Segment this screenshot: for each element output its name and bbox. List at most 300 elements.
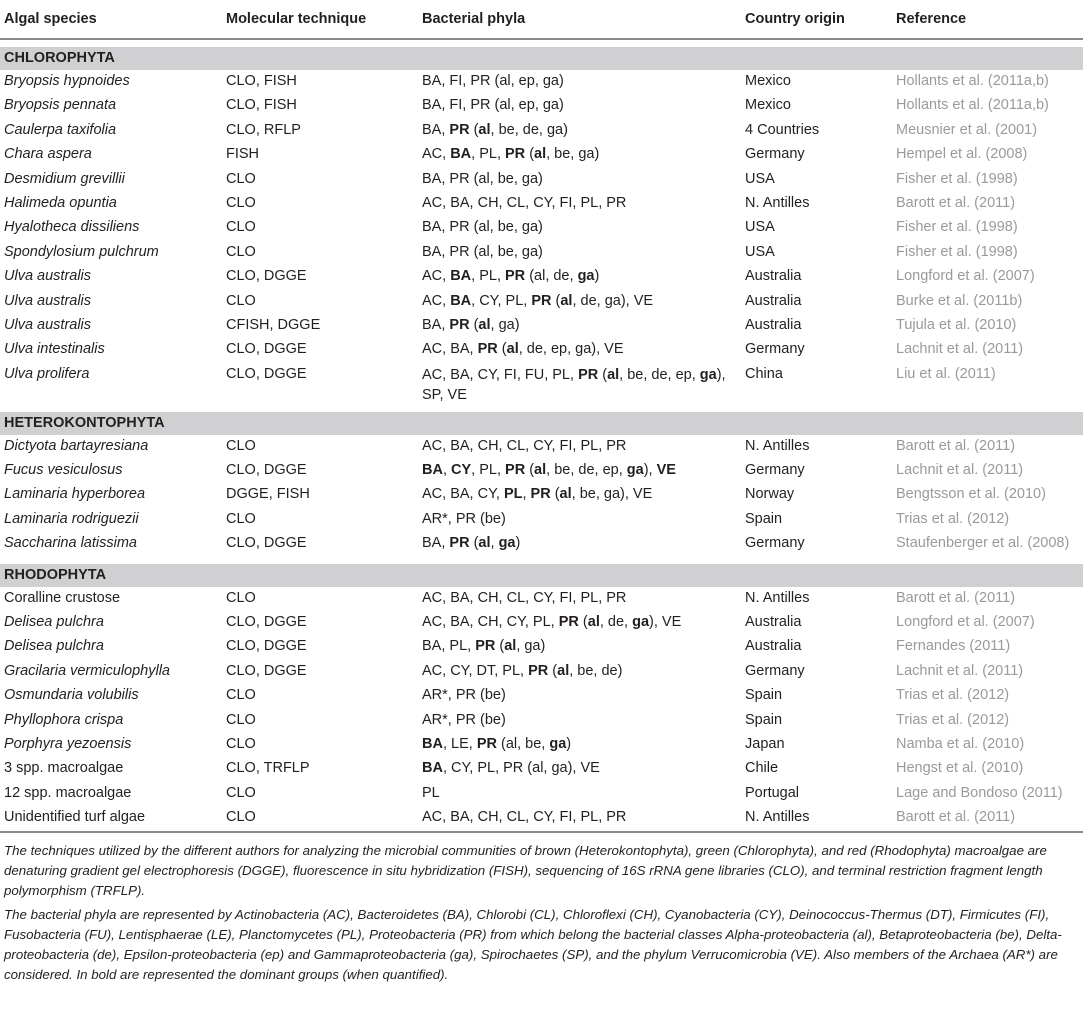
dominant-group: al: [478, 121, 491, 138]
phyla-text: BA, FI, PR (al, ep, ga): [422, 97, 564, 114]
phyla-cell: [418, 94, 741, 118]
species-cell: Ulva australis: [4, 268, 92, 285]
table-row: [0, 265, 1083, 289]
phyla-text: BA, PR (al, be, ga): [422, 219, 543, 236]
phyla-text: PL: [422, 784, 440, 801]
phyla-text: ,: [490, 535, 499, 552]
reference-cell: Liu et al. (2011): [896, 365, 996, 382]
reference-cell: Hengst et al. (2010): [896, 760, 1024, 777]
dominant-group: BA: [450, 292, 472, 309]
section-title: HETEROKONTOPHYTA: [0, 412, 1083, 435]
phyla-cell: [418, 611, 741, 635]
phyla-text: ): [566, 735, 572, 752]
country-cell: Spain: [745, 711, 783, 728]
dominant-group: PR: [505, 146, 526, 163]
phyla-cell: [418, 709, 741, 733]
header-country: Country origin: [741, 0, 892, 39]
phyla-text: , be, de): [569, 662, 623, 679]
country-cell: Spain: [745, 510, 783, 527]
phyla-cell: [418, 70, 741, 94]
reference-cell: Lachnit et al. (2011): [896, 662, 1024, 679]
phyla-text: BA, FI, PR (al, ep, ga): [422, 73, 564, 89]
phyla-cell: [418, 338, 741, 362]
country-cell: Portugal: [745, 784, 800, 801]
phyla-cell: [418, 806, 741, 831]
country-cell: Spain: [745, 687, 783, 704]
reference-cell: Lachnit et al. (2011): [896, 341, 1024, 358]
technique-cell: CLO, FISH: [226, 73, 297, 89]
dominant-group: ga: [626, 462, 644, 479]
technique-cell: CLO, DGGE: [226, 268, 307, 285]
phyla-text: AR*, PR (be): [422, 687, 506, 704]
table-row: [0, 508, 1083, 532]
species-cell: Delisea pulchra: [4, 614, 104, 631]
phyla-text: (: [598, 366, 608, 383]
dominant-group: PR: [505, 268, 526, 285]
phyla-text: (: [495, 638, 505, 655]
section-row: [0, 564, 1083, 587]
reference-cell: Meusnier et al. (2001): [896, 121, 1038, 138]
table-row: [0, 435, 1083, 459]
phyla-text: AC, CY, DT, PL,: [422, 662, 529, 679]
section-row: [0, 47, 1083, 70]
species-cell: Hyalotheca dissiliens: [4, 219, 140, 236]
phyla-text: (: [548, 662, 558, 679]
technique-cell: CLO: [222, 806, 418, 831]
phyla-text: (: [497, 341, 507, 358]
phyla-text: BA, PR (al, be, ga): [422, 243, 543, 260]
dominant-group: al: [557, 662, 570, 679]
country-cell: USA: [745, 170, 775, 187]
technique-cell: CLO: [226, 170, 256, 187]
species-cell: Ulva intestinalis: [4, 341, 105, 358]
phyla-text: AC, BA, CY, FI, FU, PL,: [422, 366, 579, 383]
phyla-text: AC, BA, CH, CL, CY, FI, PL, PR: [422, 589, 627, 606]
reference-cell: Barott et al. (2011): [892, 806, 1083, 831]
table-row: [0, 660, 1083, 684]
phyla-text: AC,: [422, 268, 451, 285]
reference-cell: Fisher et al. (1998): [896, 219, 1018, 236]
reference-cell: Longford et al. (2007): [896, 268, 1035, 285]
dominant-group: al: [587, 614, 600, 631]
gap-cell: [741, 405, 892, 412]
phyla-cell: [418, 241, 741, 265]
technique-cell: CLO: [226, 194, 256, 211]
table-row: [0, 483, 1083, 507]
table-row: [0, 635, 1083, 659]
dominant-group: al: [559, 486, 572, 503]
dominant-group: al: [560, 292, 573, 309]
species-cell: Fucus vesiculosus: [4, 462, 123, 479]
dominant-group: PL: [503, 486, 523, 503]
dominant-group: CY: [451, 462, 472, 479]
gap-cell: [892, 405, 1083, 412]
phyla-cell: [418, 483, 741, 507]
dominant-group: al: [478, 316, 491, 333]
gap-cell: [0, 39, 222, 47]
phyla-text: ,: [442, 462, 452, 479]
dominant-group: ga: [549, 735, 567, 752]
technique-cell: CLO, DGGE: [226, 662, 307, 679]
phyla-text: , be, ga), VE: [571, 486, 653, 503]
dominant-group: al: [504, 638, 517, 655]
gap-cell: [418, 405, 741, 412]
section-gap: [0, 39, 1083, 47]
phyla-cell: [418, 757, 741, 781]
phyla-cell: [418, 290, 741, 314]
gap-cell: [222, 39, 418, 47]
country-cell: Chile: [745, 760, 779, 777]
phyla-text: (: [469, 121, 479, 138]
phyla-cell: [418, 363, 741, 405]
footnote-techniques: The techniques utilized by the different authors for analyzing the microbial communities of brown (Heterokontophyta), green (Chlorophyta), and red (Rhodophyta) macroalgae are denaturing gradient gel electrophoresis (DGGE), fluorescence in situ hybridization (FISH), sequencing of 16S rRNA gene libraries (CLO), and terminal restriction fragment length polymorphism (TRFLP).: [4, 842, 1047, 898]
table-row: [0, 168, 1083, 192]
section-row: [0, 412, 1083, 435]
country-cell: USA: [745, 219, 775, 236]
country-cell: N. Antilles: [741, 806, 892, 831]
phyla-text: , be, de, ga): [490, 121, 568, 138]
reference-cell: Barott et al. (2011): [896, 194, 1016, 211]
country-cell: Australia: [745, 268, 802, 285]
phyla-text: AC, BA, CH, CL, CY, FI, PL, PR: [422, 809, 627, 826]
table-row: [0, 611, 1083, 635]
dominant-group: BA: [422, 462, 443, 479]
table-row: [0, 94, 1083, 118]
species-cell: Delisea pulchra: [4, 638, 104, 655]
species-cell: Ulva prolifera: [4, 365, 90, 382]
species-cell: 12 spp. macroalgae: [4, 784, 132, 801]
country-cell: Australia: [745, 614, 802, 631]
phyla-text: AC, BA,: [422, 341, 478, 358]
phyla-text: ), VE: [649, 614, 682, 631]
country-cell: Japan: [745, 735, 785, 752]
reference-cell: Barott et al. (2011): [896, 589, 1016, 606]
phyla-text: , de, ep, ga), VE: [518, 341, 624, 358]
header-phyla: Bacterial phyla: [418, 0, 741, 39]
phyla-cell: [418, 216, 741, 240]
reference-cell: Trias et al. (2012): [896, 510, 1010, 527]
country-cell: Norway: [745, 486, 795, 503]
dominant-group: PR: [578, 366, 599, 383]
reference-cell: Tujula et al. (2010): [896, 316, 1017, 333]
gap-cell: [222, 405, 418, 412]
country-cell: Germany: [745, 662, 805, 679]
phyla-cell: [418, 782, 741, 806]
technique-cell: CLO: [226, 437, 256, 454]
phyla-text: ),: [643, 462, 657, 479]
dominant-group: BA: [422, 735, 443, 752]
country-cell: Germany: [745, 535, 805, 552]
table-row: [0, 459, 1083, 483]
species-cell: Desmidium grevillii: [4, 170, 125, 187]
reference-cell: Fisher et al. (1998): [896, 170, 1018, 187]
dominant-group: al: [607, 366, 620, 383]
reference-cell: Lage and Bondoso (2011): [896, 784, 1063, 801]
phyla-cell: [418, 314, 741, 338]
dominant-group: VE: [656, 462, 676, 479]
technique-cell: CLO: [226, 510, 256, 527]
phyla-text: , ga): [516, 638, 546, 655]
gap-cell: [418, 557, 741, 564]
species-cell: Unidentified turf algae: [0, 806, 222, 831]
technique-cell: CLO: [226, 735, 256, 752]
species-cell: Ulva australis: [4, 292, 92, 309]
dominant-group: PR: [528, 662, 549, 679]
country-cell: USA: [745, 243, 775, 260]
phyla-text: , de, ga), VE: [572, 292, 654, 309]
dominant-group: PR: [505, 462, 526, 479]
phyla-text: (al, be,: [496, 735, 550, 752]
phyla-text: , be, de, ep,: [619, 366, 700, 383]
dominant-group: PR: [558, 614, 579, 631]
technique-cell: CLO, DGGE: [226, 365, 307, 382]
country-cell: Australia: [745, 316, 802, 333]
species-cell: Bryopsis pennata: [4, 97, 117, 114]
phyla-text: BA, PR (al, be, ga): [422, 170, 543, 187]
table-row: [0, 192, 1083, 216]
phyla-text: AC, BA, CY,: [422, 486, 504, 503]
gap-cell: [892, 557, 1083, 564]
phyla-text: , be, de, ep,: [546, 462, 627, 479]
phyla-text: BA,: [422, 121, 450, 138]
species-cell: Saccharina latissima: [4, 535, 137, 552]
phyla-text: , PL,: [471, 462, 506, 479]
phyla-text: , CY, PL, PR (al, ga), VE: [442, 760, 600, 777]
phyla-text: (: [525, 462, 535, 479]
technique-cell: CLO, DGGE: [226, 341, 307, 358]
species-cell: Coralline crustose: [4, 589, 121, 606]
gap-cell: [0, 405, 222, 412]
gap-cell: [418, 39, 741, 47]
reference-cell: Burke et al. (2011b): [896, 292, 1023, 309]
table-row: [0, 143, 1083, 167]
phyla-cell: [418, 119, 741, 143]
dominant-group: PR: [530, 486, 551, 503]
dominant-group: PR: [475, 638, 496, 655]
phyla-text: ,: [522, 486, 531, 503]
technique-cell: CLO: [226, 784, 256, 801]
country-cell: Germany: [745, 341, 805, 358]
gap-cell: [892, 39, 1083, 47]
phyla-text: (: [469, 535, 479, 552]
phyla-text: (: [469, 316, 479, 333]
table-row: [0, 70, 1083, 94]
gap-cell: [741, 557, 892, 564]
country-cell: Mexico: [745, 97, 791, 114]
table-row: [0, 709, 1083, 733]
technique-cell: CLO: [226, 243, 256, 260]
table-row: [0, 587, 1083, 611]
phyla-cell: [418, 435, 741, 459]
country-cell: Australia: [745, 292, 802, 309]
species-cell: Gracilaria vermiculophylla: [4, 662, 170, 679]
phyla-text: AC,: [422, 146, 451, 163]
reference-cell: Hollants et al. (2011a,b): [896, 73, 1049, 89]
phyla-text: (: [551, 292, 561, 309]
phyla-text: AR*, PR (be): [422, 510, 506, 527]
dominant-group: BA: [422, 760, 443, 777]
phyla-text: , PL,: [471, 268, 506, 285]
section-gap: [0, 405, 1083, 412]
species-cell: Ulva australis: [4, 316, 92, 333]
species-cell: Bryopsis hypnoides: [4, 73, 130, 89]
species-cell: Spondylosium pulchrum: [4, 243, 159, 260]
dominant-group: ga: [632, 614, 650, 631]
technique-cell: CLO, FISH: [226, 97, 297, 114]
table-row: [0, 684, 1083, 708]
phyla-cell: [418, 635, 741, 659]
dominant-group: ga: [498, 535, 516, 552]
technique-cell: CLO: [226, 292, 256, 309]
species-cell: Halimeda opuntia: [4, 194, 117, 211]
phyla-cell: [418, 532, 741, 556]
technique-cell: CLO: [226, 589, 256, 606]
table-row: [0, 733, 1083, 757]
reference-cell: Fernandes (2011): [896, 638, 1011, 655]
table-row: [0, 241, 1083, 265]
section-title: CHLOROPHYTA: [0, 47, 1083, 70]
species-cell: Osmundaria volubilis: [4, 687, 139, 704]
reference-cell: Trias et al. (2012): [896, 687, 1010, 704]
country-cell: Mexico: [745, 73, 791, 89]
header-technique: Molecular technique: [222, 0, 418, 39]
phyla-text: , de,: [599, 614, 633, 631]
reference-cell: Hempel et al. (2008): [896, 146, 1028, 163]
reference-cell: Namba et al. (2010): [896, 735, 1025, 752]
country-cell: N. Antilles: [745, 589, 810, 606]
dominant-group: PR: [449, 535, 470, 552]
reference-cell: Hollants et al. (2011a,b): [896, 97, 1049, 114]
table-body: [0, 39, 1083, 832]
reference-cell: Bengtsson et al. (2010): [896, 486, 1046, 503]
table-row: [0, 532, 1083, 556]
reference-cell: Trias et al. (2012): [896, 711, 1010, 728]
header-reference: Reference: [892, 0, 1083, 39]
technique-cell: CLO, DGGE: [226, 535, 307, 552]
phyla-cell: [418, 684, 741, 708]
dominant-group: PR: [449, 121, 470, 138]
technique-cell: CLO, TRFLP: [226, 760, 310, 777]
technique-cell: CLO, RFLP: [226, 121, 301, 138]
phyla-cell: [418, 143, 741, 167]
country-cell: Germany: [745, 462, 805, 479]
header-species: Algal species: [0, 0, 222, 39]
reference-cell: Lachnit et al. (2011): [896, 462, 1024, 479]
gap-cell: [0, 557, 222, 564]
phyla-cell: [418, 733, 741, 757]
reference-cell: Fisher et al. (1998): [896, 243, 1018, 260]
country-cell: China: [745, 365, 783, 382]
dominant-group: al: [478, 535, 491, 552]
country-cell: N. Antilles: [745, 437, 810, 454]
technique-cell: CLO: [226, 219, 256, 236]
phyla-cell: [418, 265, 741, 289]
dominant-group: BA: [450, 146, 472, 163]
table-row: [0, 216, 1083, 240]
dominant-group: PR: [531, 292, 552, 309]
phyla-text: ), SP, VE: [422, 366, 726, 403]
phyla-cell: [418, 459, 741, 483]
phyla-text: AC, BA, CH, CY, PL,: [422, 614, 559, 631]
table-row: [0, 314, 1083, 338]
table-row: [0, 782, 1083, 806]
phyla-cell: [418, 587, 741, 611]
table-row: [0, 119, 1083, 143]
technique-cell: CLO, DGGE: [226, 638, 307, 655]
technique-cell: FISH: [226, 146, 260, 163]
phyla-text: , ga): [490, 316, 520, 333]
phyla-text: BA, PL,: [422, 638, 476, 655]
header-row: [0, 0, 1083, 39]
phyla-text: , PL,: [471, 146, 506, 163]
phyla-text: (: [550, 486, 560, 503]
species-cell: Phyllophora crispa: [4, 711, 124, 728]
dominant-group: BA: [450, 268, 472, 285]
dominant-group: PR: [476, 735, 497, 752]
table-footnotes: [0, 841, 1083, 985]
phyla-text: BA,: [422, 535, 450, 552]
phyla-text: (al, de,: [525, 268, 578, 285]
species-cell: Dictyota bartayresiana: [4, 437, 149, 454]
species-cell: Porphyra yezoensis: [4, 735, 132, 752]
gap-cell: [222, 557, 418, 564]
country-cell: N. Antilles: [745, 194, 810, 211]
country-cell: 4 Countries: [745, 121, 820, 138]
species-cell: Caulerpa taxifolia: [4, 121, 117, 138]
reference-cell: Staufenberger et al. (2008): [896, 535, 1070, 552]
reference-cell: Longford et al. (2007): [896, 614, 1035, 631]
phyla-text: , LE,: [442, 735, 477, 752]
technique-cell: CLO: [226, 711, 256, 728]
technique-cell: DGGE, FISH: [226, 486, 310, 503]
country-cell: Germany: [745, 146, 805, 163]
phyla-cell: [418, 168, 741, 192]
phyla-text: ): [515, 535, 521, 552]
dominant-group: ga: [577, 268, 595, 285]
dominant-group: ga: [699, 366, 717, 383]
phyla-cell: [418, 660, 741, 684]
country-cell: Australia: [745, 638, 802, 655]
technique-cell: CLO, DGGE: [226, 462, 307, 479]
dominant-group: al: [534, 462, 547, 479]
species-cell: Chara aspera: [4, 146, 92, 163]
phyla-text: AR*, PR (be): [422, 711, 506, 728]
table-row: [0, 806, 1083, 831]
reference-cell: Barott et al. (2011): [896, 437, 1016, 454]
phyla-text: BA,: [422, 316, 450, 333]
table-row: [0, 363, 1083, 405]
phyla-text: , be, ga): [546, 146, 600, 163]
phyla-text: ): [594, 268, 600, 285]
footnote-phyla: The bacterial phyla are represented by Actinobacteria (AC), Bacteroidetes (BA), Chlorobi (CL), Chloroflexi (CH), Cyanobacteria (CY), Deinococcus-Thermus (DT), Firmicutes (FI), Fusobacteria (FU), Lentisphaerae (LE), Planctomycetes (PL), Proteobacteria (PR) from which belong the bacterial classes Alpha-proteobacteria (al), Betaproteobacteria (be), Delta-proteobacteria (de), Epsilon-proteobacteria (ep) and Gammaproteobacteria (ga), Spirochaetes (SP), and the phylum Verrucomicrobia (VE). Also members of the Archaea (AR*) are considered. In bold are represented the dominant groups (when quantified).: [4, 906, 1062, 982]
technique-cell: CLO, DGGE: [226, 614, 307, 631]
species-cell: 3 spp. macroalgae: [4, 760, 124, 777]
phyla-text: AC,: [422, 292, 451, 309]
phyla-cell: [418, 508, 741, 532]
section-title: RHODOPHYTA: [0, 564, 1083, 587]
dominant-group: al: [506, 341, 519, 358]
table-row: [0, 290, 1083, 314]
phyla-text: (: [525, 146, 535, 163]
technique-cell: CFISH, DGGE: [226, 316, 321, 333]
dominant-group: PR: [477, 341, 498, 358]
gap-cell: [741, 39, 892, 47]
section-gap: [0, 557, 1083, 564]
species-cell: Laminaria hyperborea: [4, 486, 146, 503]
technique-cell: CLO: [226, 687, 256, 704]
table-row: [0, 757, 1083, 781]
phyla-text: (: [578, 614, 588, 631]
